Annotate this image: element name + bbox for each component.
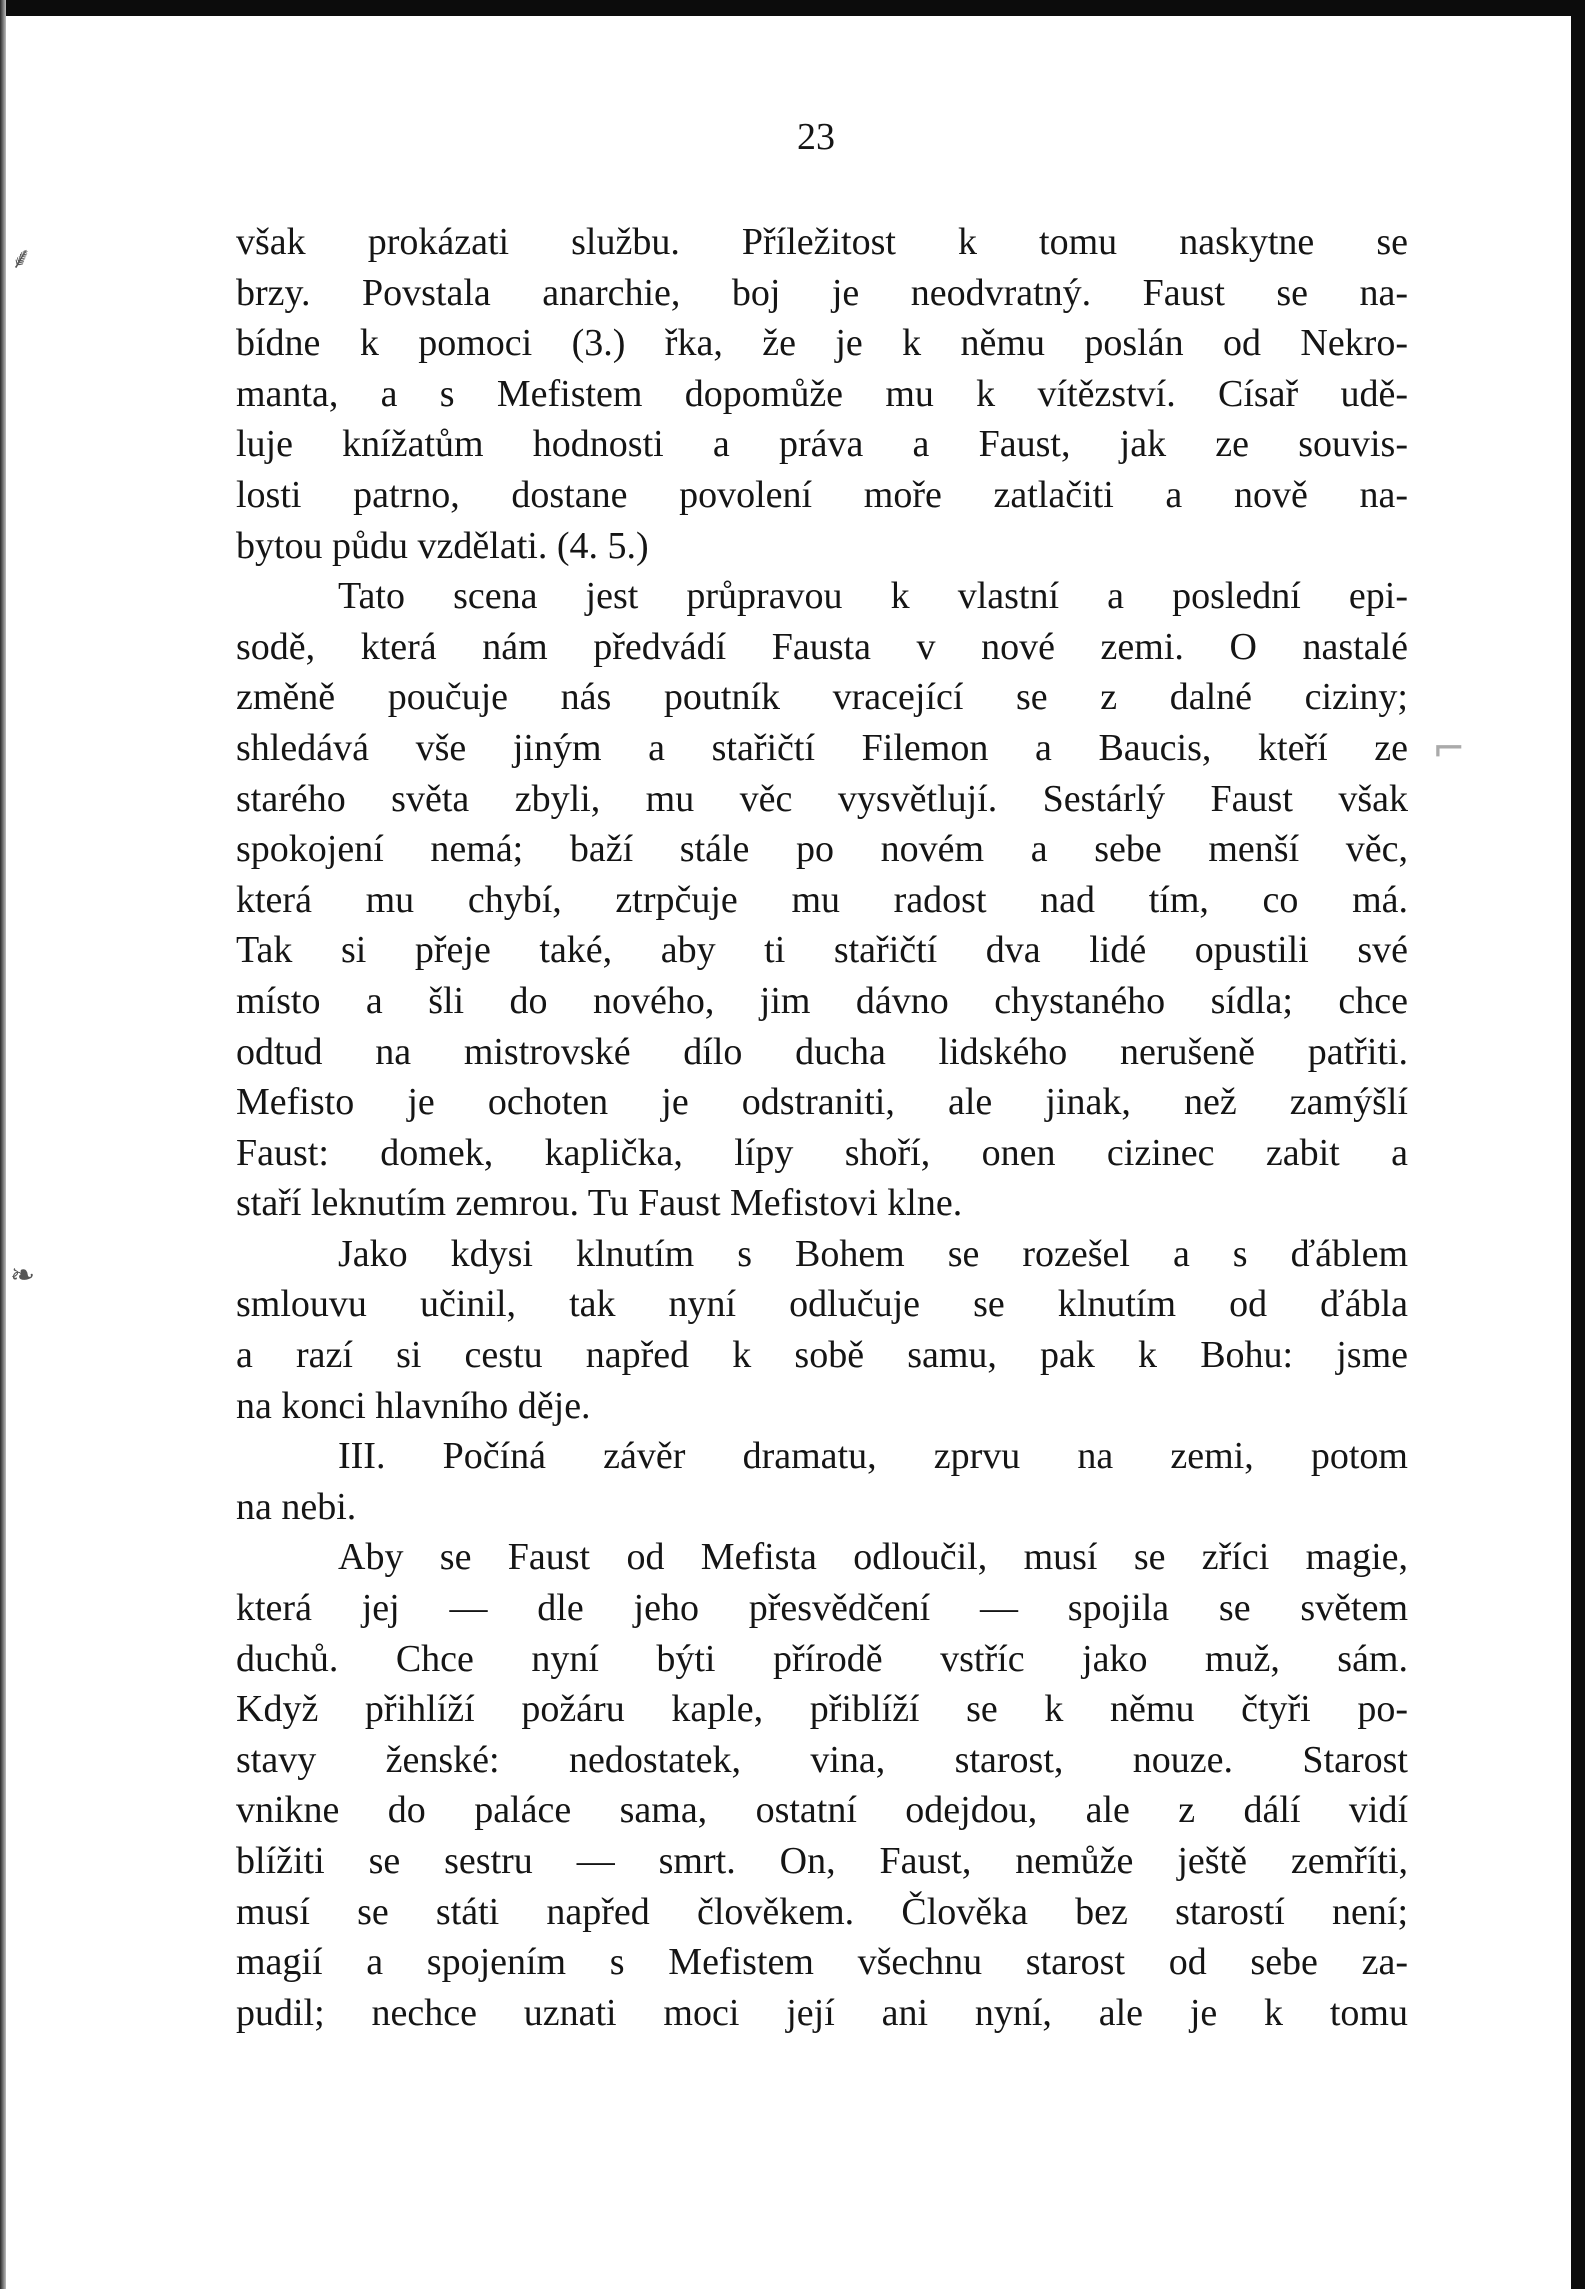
scan-border-top [0,0,1585,16]
text-line: bídne k pomoci (3.) řka, že je k němu poslán od Nekro- [236,322,1408,365]
text-line: smlouvu učinil, tak nyní odlučuje se klnutím od ďábla [236,1283,1408,1326]
text-line: která jej — dle jeho přesvědčení — spojila se světem [236,1587,1408,1630]
text-line: která mu chybí, ztrpčuje mu radost nad tím, co má. [236,878,1408,921]
text-line: starého světa zbyli, mu věc vysvětlují. Sestárlý Faust však [236,777,1408,820]
margin-mark-left-2: ❧ [10,1258,36,1293]
text-line: a razí si cestu napřed k sobě samu, pak k Bohu: jsme [236,1334,1408,1377]
text-line: Mefisto je ochoten je odstraniti, ale jinak, než zamýšlí [236,1081,1408,1124]
text-line: pudil; nechce uznati moci její ani nyní, ale je k tomu [236,1991,1408,2034]
text-line: odtud na mistrovské dílo ducha lidského nerušeně patřiti. [236,1030,1408,1073]
text-line: Jako kdysi klnutím s Bohem se rozešel a s ďáblem [338,1232,1408,1275]
text-line: na konci hlavního děje. [236,1384,591,1427]
text-line: III. Počíná závěr dramatu, zprvu na zemi, potom [338,1435,1408,1478]
text-line: musí se státi napřed člověkem. Člověka bez starostí není; [236,1890,1408,1933]
text-line: duchů. Chce nyní býti přírodě vstříc jako muž, sám. [236,1637,1408,1680]
margin-mark-right-1: ⌐ [1432,726,1466,772]
text-line: blížiti se sestru — smrt. On, Faust, nemůže ještě zemříti, [236,1840,1408,1882]
scan-border-left [0,0,6,2289]
text-line: stavy ženské: nedostatek, vina, starost, nouze. Starost [236,1738,1408,1781]
text-line: Když přihlíží požáru kaple, přiblíží se k němu čtyři po- [236,1688,1408,1731]
text-line: spokojení nemá; baží stále po novém a sebe menší věc, [236,828,1408,871]
page-number: 23 [797,116,835,158]
text-line: Aby se Faust od Mefista odloučil, musí se zříci magie, [338,1536,1408,1579]
text-line: manta, a s Mefistem dopomůže mu k vítězství. Císař udě- [236,372,1408,415]
scan-border-right [1571,0,1585,2289]
text-line: Faust: domek, kaplička, lípy shoří, onen cizinec zabit a [236,1131,1408,1174]
text-line: brzy. Povstala anarchie, boj je neodvratný. Faust se na- [236,271,1408,314]
text-line: magií a spojením s Mefistem všechnu starost od sebe za- [236,1941,1408,1984]
text-line: luje knížatům hodnosti a práva a Faust, jak ze souvis- [236,423,1408,466]
text-line: místo a šli do nového, jim dávno chystaného sídla; chce [236,979,1408,1022]
text-line: bytou půdu vzdělati. (4. 5.) [236,524,649,567]
text-line: vnikne do paláce sama, ostatní odejdou, ale z dálí vidí [236,1789,1408,1832]
text-line: na nebi. [236,1485,357,1528]
text-line: sodě, která nám předvádí Fausta v nové zemi. O nastalé [236,625,1408,668]
text-line: však prokázati službu. Příležitost k tomu naskytne se [236,221,1408,263]
text-line: Tak si přeje také, aby ti stařičtí dva lidé opustili své [236,929,1408,972]
margin-mark-left-1: ⸙ [10,241,33,276]
text-line: staří leknutím zemrou. Tu Faust Mefistovi klne. [236,1182,963,1225]
body-text [236,217,1408,2038]
text-line: shledává vše jiným a stařičtí Filemon a Baucis, kteří ze [236,726,1408,769]
text-line: Tato scena jest průpravou k vlastní a poslední epi- [338,575,1408,618]
text-line: losti patrno, dostane povolení moře zatlačiti a nově na- [236,473,1408,516]
text-line: změně poučuje nás poutník vracející se z dalné ciziny; [236,676,1408,719]
